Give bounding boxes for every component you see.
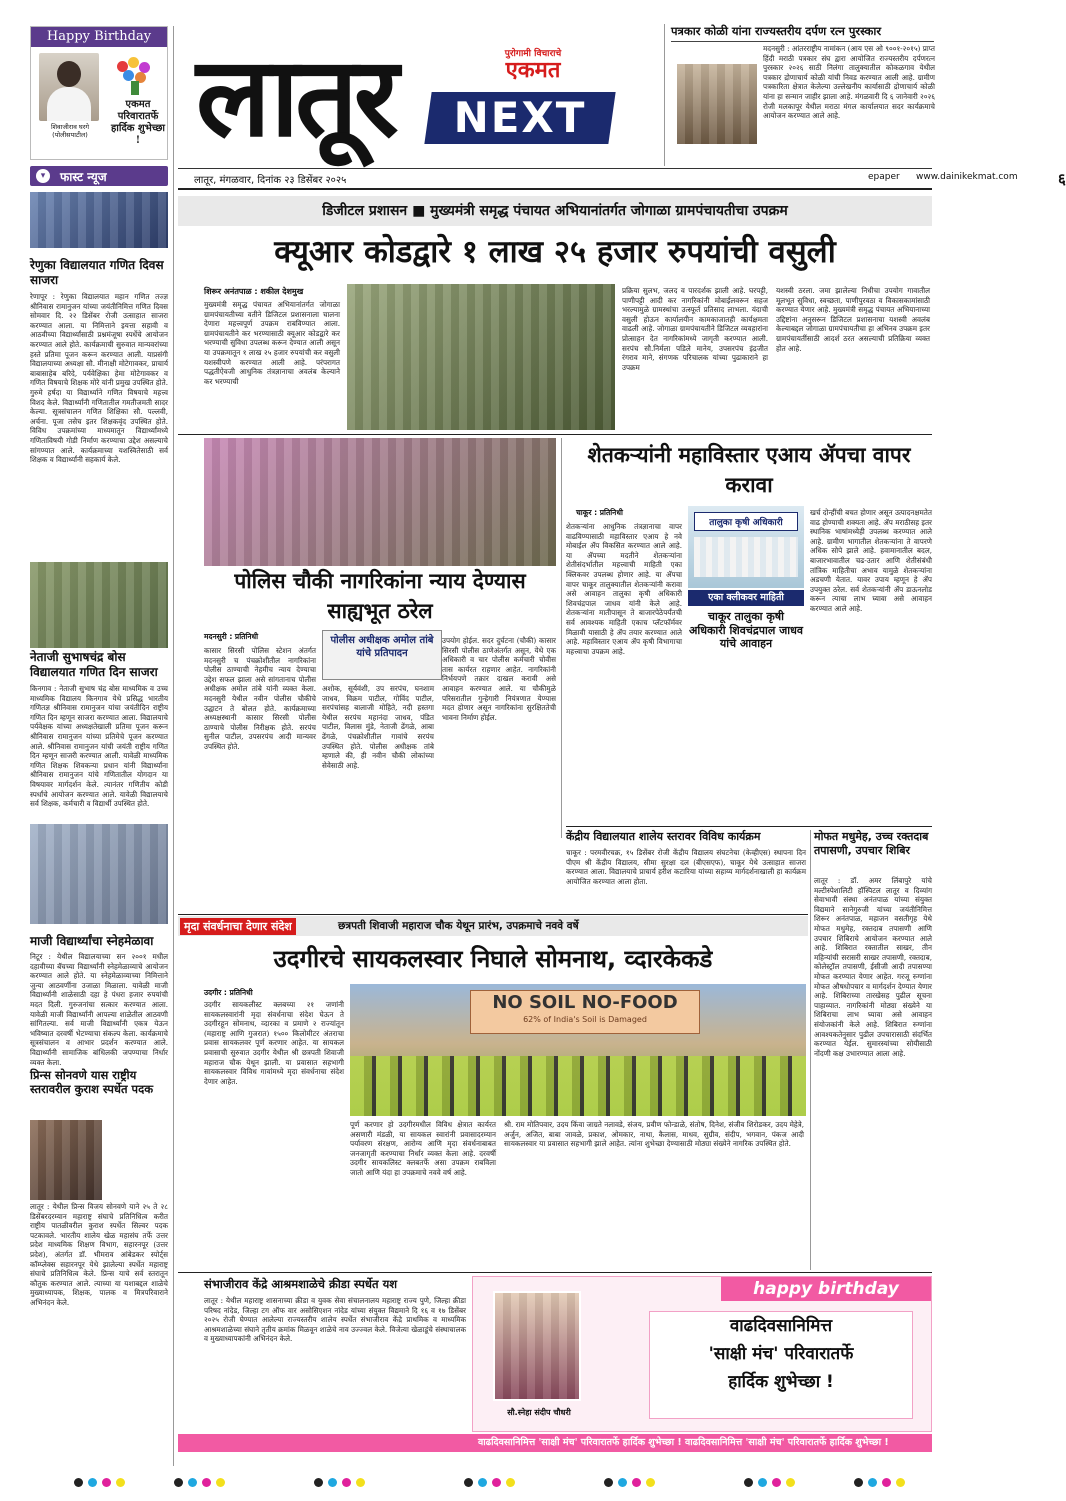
registration-marks <box>0 1478 945 1492</box>
epaper-label: epaper <box>868 172 900 182</box>
top-right-body: मदनसुरी : आंतरराष्ट्रीय नामांकन (आय एस ओ ९००१-२०१५) प्राप्त हिंदी मराठी पत्रकार संघ द्वारा आयोजित राज्यस्तरीय दर्पणरत्न पुरस्कार २०२६ साठी निलंगा तालुक्यातील कोकळगाव येथील पत्रकार द्रोणाचार्य कोळी यांची निवड करण्यात आली आहे. ग्रामीण पत्रकारिता क्षेत्रात केलेल्या उल्लेखनीय कार्यासाठी द्रोणाचार्य कोळी यांना हा सन्मान जाहीर झाला आहे. मंगळवारी दि ६ जानेवारी २०२६ रोजी मलकापूर येथील मराठा मंगल कार्यालयात सदर कार्यक्रमाचे आयोजन करण्यात आले आहे. <box>763 44 935 121</box>
cycle-kicker-bar <box>178 916 808 936</box>
masthead-brand: एकमत <box>505 58 561 83</box>
top-right-story <box>664 24 934 166</box>
birthday-ad-line-2: 'साक्षी मंच' परिवारातर्फे <box>708 1344 854 1364</box>
fast-news-item-3-title: माजी विद्यार्थ्यांचा स्नेहमेळावा <box>30 934 154 948</box>
fast-news-item-3-body: निटूर : येथील विद्यालयाच्या सन २००१ मधील दहावीच्या बॅचच्या विद्यार्थ्यांनी स्नेहमेळाव्याचे आयोजन करण्यात आले होते. या स्नेहमेळाव्याच्या निमित्ताने जुन्या आठवणींना उजाळा मिळाला. यावेळी माजी विद्यार्थ्यांनी शाळेसाठी दहा हे पंधरा हजार रुपयांची मदत दिली. गुरुजनांचा सत्कार करण्यात आला. यावेळी माजी विद्यार्थ्यांनी आपल्या शाळेतील आठवणी सांगितल्या. सर्व माजी विद्यार्थ्यांनी एकत्र येऊन भविष्यात दरवर्षी भेटण्याचा संकल्प केला. कार्यक्रमाचे सूत्रसंचालन व आभार प्रदर्शन करण्यात आले. विद्यार्थ्यांनी सामाजिक बांधिलकी जपण्याचा निर्धार व्यक्त केला. <box>30 952 168 1067</box>
fast-news-photo-2 <box>30 562 168 648</box>
fast-news-item-4-body: लातूर : येथील प्रिन्स विजय सोनवणे याने २५ ते २८ डिसेंबरदरम्यान महाराष्ट्र संघाचे प्रतिनिधित्व करीत राष्ट्रीय पातळीवरील कुराश स्पर्धेत सिल्वर पदक पटकावले. भारतीय शालेय खेळ महासंघ तर्फे उत्तर प्रदेश माध्यमिक शिक्षण विभाग, सहारनपूर (उत्तर प्रदेश), अंतर्गत डॉ. भीमराव आंबेडकर स्पोर्ट्स कॉम्प्लेक्स सहारनपूर येथे झालेल्या स्पर्धेत महाराष्ट्र संघाचे प्रतिनिधित्व केले. प्रिन्स याचे सर्व स्तरातून कौतुक करण्यात आले. त्याच्या या यशाबद्दल शाळेचे मुख्याध्यापक, शिक्षक, पालक व मित्रपरिवाराने अभिनंदन केले. <box>30 1202 168 1307</box>
chevron-down-icon: ▾ <box>36 169 50 183</box>
masthead-title <box>196 32 446 166</box>
birthday-box <box>30 26 168 160</box>
dateline: लातूर, मंगळवार, दिनांक २३ डिसेंबर २०२५ <box>194 175 347 186</box>
police-byline: मदनसुरी : प्रतिनिधी <box>204 632 259 641</box>
ticker-text: वाढदिवसानिमित्त 'साक्षी मंच' परिवारातर्फे हार्दिक शुभेच्छा ! वाढदिवसानिमित्त 'साक्षी मंच' परिवारातर्फे हार्दिक शुभेच्छा ! <box>478 1437 889 1448</box>
fast-news-item-2-title: नेताजी सुभाषचंद्र बोस विद्यालयात गणित दिन साजरा <box>30 650 158 679</box>
epaper-link[interactable]: www.dainikekmat.com <box>916 172 1018 182</box>
cycle-body-2: पूर्ण करणार हो उदगीरमधील विविध क्षेत्रात कार्यरत असणारी मंडळी, या सायकल स्वारांनी प्रवासादरम्यान पर्यावरण संरक्षण, आरोग्य आणि मृदा संवर्धनाबाबत जनजागृती करण्याचा निर्धार व्यक्त केला आहे. दरवर्षी उदगीर सायकलिस्ट क्लबतर्फे असा उपक्रम राबविला जातो आणि यंदा हा उपक्रमाचे नववे वर्ष आहे. <box>350 1120 496 1177</box>
masthead-title-text: लातूर <box>196 33 395 161</box>
fast-news-header <box>30 166 168 186</box>
shetkari-byline: चाकूर : प्रतिनिधी <box>576 508 623 517</box>
fast-news-photo-4 <box>30 1120 102 1200</box>
birthday-ad <box>472 1276 932 1432</box>
kendriya-body: चाकूर : परमवीरचक्र, १५ डिसेंबर रोजी केंद्रीय विद्यालय संघटनेचा (केव्हीएस) स्थापना दिन पीएम श्री केंद्रीय विद्यालय, सीमा सुरक्षा दल (बीएसएफ), चाकूर येथे उत्साहात साजरा करण्यात आला. विद्यालयाचे प्राचार्य हरीश कटारिया यांच्या सहाय्य मार्गदर्शनाखाली हा कार्यक्रम आयोजित करण्यात आला होता. <box>566 848 806 886</box>
kendriya-headline: केंद्रीय विद्यालयात शालेय स्तरावर विविध कार्यक्रम <box>566 830 761 843</box>
lead-body-3: यशस्वी ठरला. जमा झालेल्या निधीचा उपयोग गावातील मूलभूत सुविधा, स्वच्छता, पाणीपुरवठा व विकासकामांसाठी करण्यात येणार आहे. मुख्यमंत्री समृद्ध पंचायत अभियानाच्या उद्दिष्टांना अनुसरून डिजिटल प्रशासनाचा यशस्वी अवलंब केल्याबद्दल जोगाळा ग्रामपंचायतीचा हा अभिनव उपक्रम इतर ग्रामपंचायतींसाठी आदर्श ठरत असल्याची प्रतिक्रिया व्यक्त होत आहे. <box>776 286 930 353</box>
dateline-bar <box>178 168 1066 190</box>
fast-news-item-4-title: प्रिन्स सोनवणे यास राष्ट्रीय स्तरावरील कुराश स्पर्धेत पदक <box>30 1068 154 1096</box>
shetkari-headline: शेतकऱ्यांनी महाविस्तार एआय ॲपचा वापर करावा <box>587 443 911 497</box>
fast-news-heading: फास्ट न्यूज <box>60 170 107 184</box>
madhumeh-body: लातूर : डॉ. अमर लिंबापुरे यांचे मल्टीस्पेशालिटी हॉस्पिटल लातूर व दिव्यांग सेवाभावी संस्था अनंतपाळ यांच्या संयुक्त विद्यमाने सानेगुरुजी यांच्या जयंतीनिमित्त शिरूर अनंतपाळ, महाजन वसतीगृह येथे मोफत मधुमेह, रक्तदाब तपासणी आणि उपचार शिबिराचे आयोजन करण्यात आले आहे. शिबिरात रक्तातील साखर, तीन महिन्यांची सरासरी साखर तपासणी, रक्तदाब, कोलेस्ट्रॉल तपासणी, ईसीजी आदी तपासण्या मोफत करण्यात येणार आहेत. गरजू रुग्णांना मोफत औषधोपचार व मार्गदर्शन देण्यात येणार आहे. शिबिराच्या तारखेसह पुढील सूचना पाहाव्यात. नागरिकांनी मोठ्या संख्येने या शिबिराचा लाभ घ्यावा असे आवाहन संयोजकांनी केले आहे. शिबिरात रुग्णांना आवश्यकतेनुसार पुढील उपचारासाठी संदर्भित करण्यात येईल. सुमारस्यांच्या सोयीसाठी नोंदणी कक्ष उभारण्यात आला आहे. <box>814 876 932 1058</box>
shetkari-subhead: चाकूर तालुका कृषी अधिकारी शिवचंद्रपाल जाधव यांचे आवाहन <box>688 610 804 650</box>
top-right-title: पत्रकार कोळी यांना राज्यस्तरीय दर्पण रत्न पुरस्कार <box>671 24 934 42</box>
fast-news-photo-1 <box>30 192 168 248</box>
cycle-banner-text: NO SOIL NO-FOOD <box>492 992 678 1013</box>
police-body-3: उपयोग होईल. सदर दुर्घटना (चौकी) कासार सिरसी पोलीस ठाणेअंतर्गत असून, येथे एक अधिकारी व चार पोलीस कर्मचारी चोवीस तास कार्यरत राहणार आहेत. नागरिकांनी निर्भयपणे तक्रार दाखल करावी असे आवाहन करण्यात आले. या चौकीमुळे परिसरातील गुन्हेगारी नियंत्रणात येण्यास मदत होणार असून नागरिकांना सुरक्षिततेची भावना निर्माण होईल. <box>442 636 556 722</box>
cycle-kicker: मृदा संवर्धनाचा देणार संदेश <box>180 918 296 935</box>
police-box <box>322 630 442 680</box>
cycle-headline: उदगीरचे सायकलस्वार निघाले सोमनाथ, व्दारकेकडे <box>273 945 713 973</box>
top-right-photo <box>677 64 757 144</box>
police-body-1: कासार सिरसी पोलिस स्टेशन अंतर्गत मदनसुरी च पंचक्रोशीतील नागरिकांना पोलीस ठाण्याची नेहमीच न्याय देण्याचा उद्देश सफल झाला असे सांगतानाच पोलीस अधीक्षक अमोल तांबे यांनी व्यक्त केला. मदनसुरी येथील नवीन पोलीस चौकीचे उद्घाटन ते बोलत होते. कार्यक्रमाच्या अध्यक्षस्थानी कासार सिरसी पोलीस ठाण्याचे पोलीस निरीक्षक होते. सरपंच सुनील पाटील, उपसरपंच आदी मान्यवर उपस्थित होते. <box>204 646 316 751</box>
birthday-photo <box>39 53 99 121</box>
police-headline: पोलिस चौकी नागरिकांना न्याय देण्यास साह्यभूत ठरेल <box>234 569 526 623</box>
cycle-banner-sub: 62% of India's Soil is Damaged <box>523 1015 647 1024</box>
birthday-ad-person: सौ.स्नेहा संदीप चौधरी <box>507 1408 571 1417</box>
birthday-ad-heading: happy birthday <box>721 1277 931 1301</box>
fast-news-item-1-title: रेणुका विद्यालयात गणित दिवस साजरा <box>30 258 164 287</box>
lead-byline: शिरूर अनंतपाळ : शकील देशमुख <box>204 287 304 296</box>
cycle-byline: उदगीर : प्रतिनिधी <box>204 988 253 997</box>
shetkari-body-1: शेतकऱ्यांना आधुनिक तंत्रज्ञानाचा वापर वाढविण्यासाठी महाविस्तार एआय हे नवे मोबाईल ॲप विकसित करण्यात आले आहे. या ॲपच्या मदतीने शेतकऱ्यांना शेतीसंदर्भातील महत्त्वाची माहिती एका क्लिकवर उपलब्ध होणार आहे. या ॲपचा वापर चाकूर तालुक्यातील शेतकऱ्यांनी करावा असे आवाहन तालुका कृषी अधिकारी शिवचंद्रपाल जाधव यांनी केले आहे. शेतकऱ्यांना मातीपासून ते बाजारपेठेपर्यंतची सर्व आवश्यक माहिती एकाच प्लॅटफॉर्मवर मिळावी यासाठी हे ॲप तयार करण्यात आले आहे. महाविस्तार एआय ॲप कृषी विभागाचा महत्त्वाचा उपक्रम आहे. <box>566 522 682 656</box>
fast-news-item-1-body: रेणापूर : रेणुका विद्यालयात महान गणित तज्ज्ञ श्रीनिवास रामानुजन यांच्या जयंतीनिमित्त गणित दिवस सोमवार दि. २२ डिसेंबर रोजी उत्साहात साजरा करण्यात आला. या निमित्ताने इयत्ता सहावी व आठवीच्या विद्यार्थ्यांसाठी प्रश्नमंजूषा स्पर्धेचे आयोजन करण्यात आले होते. कार्यक्रमाची सुरुवात मान्यवरांच्या हस्ते प्रतिमा पूजन करून करण्यात आली. याप्रसंगी विद्यालयाच्या अध्यक्षा सौ. मीनाक्षी मोटेगावकर, प्राचार्य बाबासाहेब बरिदे, पर्यवेक्षिका हेमा मोटेगावकर व गणित विषयाचे शिक्षक मोरे यांनी प्रमुख उपस्थित होते. गुरुमे हर्षदा या विद्यार्थ्याने गणित विषयाचे महत्त्व विशद केले. विद्यार्थ्यांनी गणितातील गमतीजमती सादर केल्या. सूत्रसंचालन गणित शिक्षिका सौ. पल्लवी, अर्चना. पूजा तसेच इतर शिक्षकवृंद उपस्थित होते. विविध उपक्रमांच्या माध्यमातून विद्यार्थ्यांमध्ये गणिताविषयी गोडी निर्माण करण्याचा उद्देश असल्याचे सांगण्यात आले. कार्यक्रमाच्या यशस्वितेसाठी सर्व शिक्षक व विद्यार्थ्यांनी सहकार्य केले. <box>30 292 168 465</box>
cycle-kicker-rest: छत्रपती शिवाजी महाराज चौक येथून प्रारंभ, उपक्रमाचे नववे वर्षे <box>338 920 579 932</box>
police-photo <box>204 438 556 566</box>
birthday-ad-line-3: हार्दिक शुभेच्छा ! <box>728 1372 834 1392</box>
birthday-ad-line-1: वाढदिवसानिमित्त <box>729 1316 833 1336</box>
masthead-next-text: NEXT <box>453 93 587 142</box>
masthead-next-badge <box>424 92 615 144</box>
cycle-body-1: उदगीर सायकलीस्ट क्लबच्या २१ जणांनी सायकलस्वारांनी मृदा संवर्धनाचा संदेश घेऊन ते उदगीरहून सोमनाथ, व्दारका व प्रमाणे २ राज्यांतून (महाराष्ट्र आणि गुजरात) १५०० किलोमीटर अंतराचा प्रवास सायकलवर पूर्ण करणार आहेत. या सायकल प्रवासाची सुरुवात उदगीर येथील श्री छत्रपती शिवाजी महाराज चौक येथून झाली. या प्रवासात सहभागी सायकलस्वार विविध गावांमध्ये मृदा संवर्धनाचा संदेश देणार आहेत. <box>204 1000 344 1086</box>
birthday-heading: Happy Birthday <box>31 27 167 47</box>
lead-headline: क्यूआर कोडद्वारे १ लाख २५ हजार रुपयांची वसुली <box>274 234 836 270</box>
shetkari-body-2: खर्च दोन्हींची बचत होणार असून उत्पादनक्षमतेत वाढ होण्याची शक्यता आहे. ॲप मराठीसह इतर स्थानिक भाषांमध्येही उपलब्ध करण्यात आले आहे. ग्रामीण भागातील शेतकऱ्यांना ते वापरणे अधिक सोपे झाले आहे. हवामानातील बदल, बाजारभावातील चढ-उतार आणि शेतीसंबंधी तांत्रिक माहितीचा अभाव यामुळे शेतकऱ्यांना अडचणी येतात. यावर उपाय म्हणून हे ॲप उपयुक्त ठरेल. सर्व शेतकऱ्यांनी ॲप डाऊनलोड करून त्याचा लाभ घ्यावा असे आवाहन करण्यात आले आहे. <box>810 508 932 613</box>
flower-bouquet-icon <box>113 55 159 95</box>
lead-body-2: प्रक्रिया सुलभ, जलद व पारदर्शक झाली आहे. घरपट्टी, पाणीपट्टी आदी कर नागरिकांनी मोबाईलवरून सहज भरल्यामुळे ग्रामस्थांचा उत्स्फूर्त प्रतिसाद लाभला. यंदाची वसुली होऊन कार्यालयीन कामकाजातही कार्यक्षमता वाढली आहे. जोगाळा ग्रामपंचायतीने डिजिटल व्यवहारांना प्रोत्साहन देत नागरिकांमध्ये जागृती करण्यात आली. सरपंच सौ.निर्मला पडिले मानेय, उपसरपंच इंद्रजीत रंगराव माने, संगणक परिचालक यांच्या पुढाकाराने हा उपक्रम <box>622 286 768 372</box>
fast-news-photo-3 <box>30 824 168 924</box>
cycle-banner <box>470 990 700 1034</box>
shetkari-box-label: एका क्लीकवर माहिती <box>688 590 804 606</box>
sambhaji-body: लातूर : येथील महाराष्ट्र शासनाच्या क्रीडा व युवक सेवा संचालनालय महाराष्ट्र राज्य पुणे, जिल्हा क्रीडा परिषद नांदेड, जिल्हा टग ऑफ वार असोसिएशन नांदेड यांच्या संयुक्त विद्यमाने दि १६ व १७ डिसेंबर २०२५ रोजी घेण्यात आलेल्या राज्यस्तरीय शालेय स्पर्धेत संभाजीराव केंद्रे प्राथमिक व माध्यमिक आश्रमशाळेच्या संघाने तृतीय क्रमांक मिळवून शाळेचे नाव उज्ज्वल केले. विजेत्या खेळाडूंचे संस्थाचालक व मुख्याध्यापकांनी अभिनंदन केले. <box>204 1296 466 1344</box>
birthday-greeting: एकमत परिवारातर्फे हार्दिक शुभेच्छा ! <box>110 99 166 146</box>
madhumeh-headline: मोफत मधुमेह, उच्च रक्तदाब तपासणी, उपचार शिबिर <box>814 830 929 857</box>
birthday-person-caption: शिवाजीराव घरगे (पोलीसपाटील) <box>50 123 90 139</box>
ticker-bar <box>178 1434 932 1452</box>
page-number: ६ <box>1058 170 1066 188</box>
person-silhouette-icon <box>57 61 81 87</box>
shetkari-sign-text: तालुका कृषी अधिकारी <box>694 512 798 531</box>
masthead-brand-block <box>478 46 588 86</box>
police-box-title: पोलीस अधीक्षक अमोल तांबे यांचे प्रतिपादन <box>330 635 434 659</box>
birthday-ad-photo <box>493 1291 581 1401</box>
lead-body-1: मुख्यमंत्री समृद्ध पंचायत अभियानांतर्गत जोगाळा ग्रामपंचायतीच्या वतीने डिजिटल प्रशासनाला चालना देणारा महत्त्वपूर्ण उपक्रम राबविण्यात आला. ग्रामपंचायतीने कर भरण्यासाठी क्यूआर कोडद्वारे कर भरण्याची सुविधा उपलब्ध करून देण्यात आली असून या उपक्रमातून १ लाख २५ हजार रुपयांची कर वसुली यशस्वीपणे करण्यात आली आहे. परंपरागत पद्धतीऐवजी आधुनिक तंत्रज्ञानाचा अवलंब केल्याने कर भरण्याची <box>204 300 340 386</box>
sambhaji-headline: संभाजीराव केंद्रे आश्रमशाळेचे क्रीडा स्पर्धेत यश <box>204 1277 398 1291</box>
lead-kicker: डिजीटल प्रशासन ■ मुख्यमंत्री समृद्ध पंचायत अभियानांतर्गत जोगाळा ग्रामपंचायतीचा उपक्रम <box>178 196 932 226</box>
lead-photo <box>347 284 615 430</box>
cycle-photo <box>350 984 806 1116</box>
cycle-body-3: श्री. राम मोतिपवार, उदय किंवा जाग्रते नलावडे, संजय, प्रवीण फोन्डाळे, संतोष, दिनेश, संजीव शिरोडकर, उदय मेहेत्रे, अर्जुन, अजित, बाबा जावळे, प्रकाश, ओमकार, नाथा, कैलास, माधव, सुग्रीव, संदीप, भगवान, पंकज आदी सायकलस्वार या प्रवासात सहभागी झाले आहेत. त्यांना शुभेच्छा देण्यासाठी मोठ्या संख्येने नागरिक उपस्थित होते. <box>504 1120 804 1149</box>
police-body-2: अशोक, सूर्यवंशी, उप सरपंच, घनशाम जाधव, विक्रम पाटील, गोविंद पाटील, सरपंचांसह बालाजी मोहिते, नदी हस्तगा येथील सरपंच महानंदा जाधव, पंडित पाटील, विलास मुंडे, नेताजी ढेंगळे, आबा ढेंगळे, पंचक्रोशीतील गावांचे सरपंच उपस्थित होते. पोलीस अधीक्षक तांबे म्हणाले की, ही नवीन चौकी लोकांच्या सेवेसाठी आहे. <box>322 684 434 770</box>
masthead-tagline: पुरोगामी विचाराचे <box>504 49 562 59</box>
fast-news-item-2-body: किनगाव : नेताजी सुभाष चंद्र बोस माध्यमिक व उच्च माध्यमिक विद्यालय किनगाव येथे प्रसिद्ध भारतीय गणितज्ञ श्रीनिवास रामानुजन यांचा जयंतीदिन राष्ट्रीय गणित दिन म्हणून साजरा करण्यात आला. विद्यालयाचे पर्यवेक्षक यांच्या अध्यक्षतेखाली प्रतिमा पूजन करून श्रीनिवास रामानुजन यांच्या प्रतिमेचे पूजन करण्यात आले. श्रीनिवास रामानुजन यांची जयंती राष्ट्रीय गणित दिन म्हणून साजरी करण्यात आली. यावेळी माध्यमिक गणित शिक्षक शिवकन्या प्रधान यांनी विद्यार्थ्यांना श्रीनिवास रामानुजन यांचे गणितातील योगदान या विषयावर मार्गदर्शन केले. त्यानंतर गणितीय कोडी स्पर्धांचे आयोजन करण्यात आले. यावेळी विद्यालयाचे सर्व शिक्षक, कर्मचारी व विद्यार्थी उपस्थित होते. <box>30 684 168 809</box>
birthday-ad-message-box <box>649 1311 913 1419</box>
shetkari-sign-photo <box>688 506 804 588</box>
